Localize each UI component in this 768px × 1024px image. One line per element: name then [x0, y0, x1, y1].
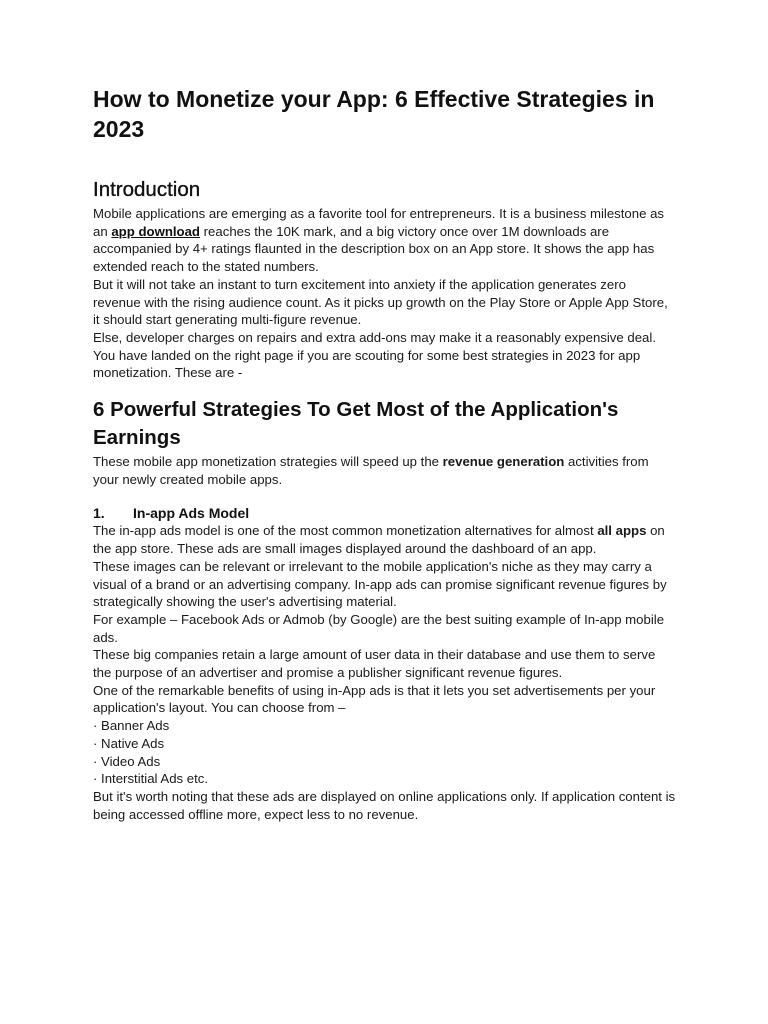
inapp-p1-text-a: The in-app ads model is one of the most common monetization alternatives for almost	[93, 523, 598, 539]
document-title: How to Monetize your App: 6 Effective Strategies in 2023	[93, 86, 655, 142]
revenue-generation-bold: revenue generation	[442, 454, 565, 470]
list-item: · Native Ads	[93, 735, 165, 751]
app-download-link[interactable]: app download	[111, 223, 200, 239]
intro-paragraph-3: Else, developer charges on repairs and extra add-ons may make it a reasonably expensive deal. You have landed on the right page if you are scouting for some best strategies in 2023 for app monetization. These are -	[93, 329, 656, 381]
list-item: · Video Ads	[93, 753, 161, 769]
introduction-heading: Introduction	[93, 178, 201, 201]
inapp-paragraph-2: These images can be relevant or irrelevant to the mobile application's niche as they may carry a visual of a brand or an advertising company. In-app ads can promise significant revenue figures by strategically showing the user's advertising material.	[93, 558, 667, 610]
intro-paragraph-2: But it will not take an instant to turn excitement into anxiety if the application generates zero revenue with the rising audience count. As it picks up growth on the Play Store or Apple App Store, it should start generating multi-figure revenue.	[93, 276, 668, 328]
inapp-paragraph-4: These big companies retain a large amount of user data in their database and use them to serve the purpose of an advertiser and promise a publisher significant revenue figures.	[93, 647, 656, 681]
intro-p1-text-b: reaches the 10K mark, and a big victory once over 1M downloads are accompanied by 4+ ratings flaunted in the description box on an App store. It shows the app has extended reach to the stated numbers.	[93, 223, 655, 275]
strategies-p1-text-a: These mobile app monetization strategies will speed up the	[93, 454, 443, 470]
inapp-paragraph-6: But it's worth noting that these ads are displayed on online applications only. If application content is being accessed offline more, expect less to no revenue.	[93, 788, 676, 822]
ad-types-list	[93, 717, 676, 788]
inapp-ads-heading	[93, 504, 676, 522]
intro-paragraph-1	[93, 205, 676, 276]
inapp-ads-title: In-app Ads Model	[133, 505, 250, 522]
intro-p1-text-a: Mobile applications are emerging as a favorite tool for entrepreneurs. It is a business milestone as an	[93, 206, 665, 239]
inapp-paragraph-1	[93, 522, 676, 557]
strategies-heading: 6 Powerful Strategies To Get Most of the Application's Earnings	[93, 398, 619, 450]
strategies-paragraph	[93, 453, 676, 488]
strategies-p1-text-b: activities from your newly created mobile apps.	[93, 454, 649, 487]
inapp-paragraph-5: One of the remarkable benefits of using in-App ads is that it lets you set advertisements per your application's layout. You can choose from –	[93, 682, 656, 716]
inapp-ads-number: 1.	[93, 505, 105, 522]
all-apps-bold: all apps	[597, 523, 647, 539]
list-item: · Banner Ads	[93, 718, 170, 734]
list-item: · Interstitial Ads etc.	[93, 771, 209, 787]
inapp-paragraph-3: For example – Facebook Ads or Admob (by Google) are the best suiting example of In-app mobile ads.	[93, 611, 665, 645]
inapp-p1-text-b: on the app store. These ads are small images displayed around the dashboard of an app.	[93, 523, 665, 557]
